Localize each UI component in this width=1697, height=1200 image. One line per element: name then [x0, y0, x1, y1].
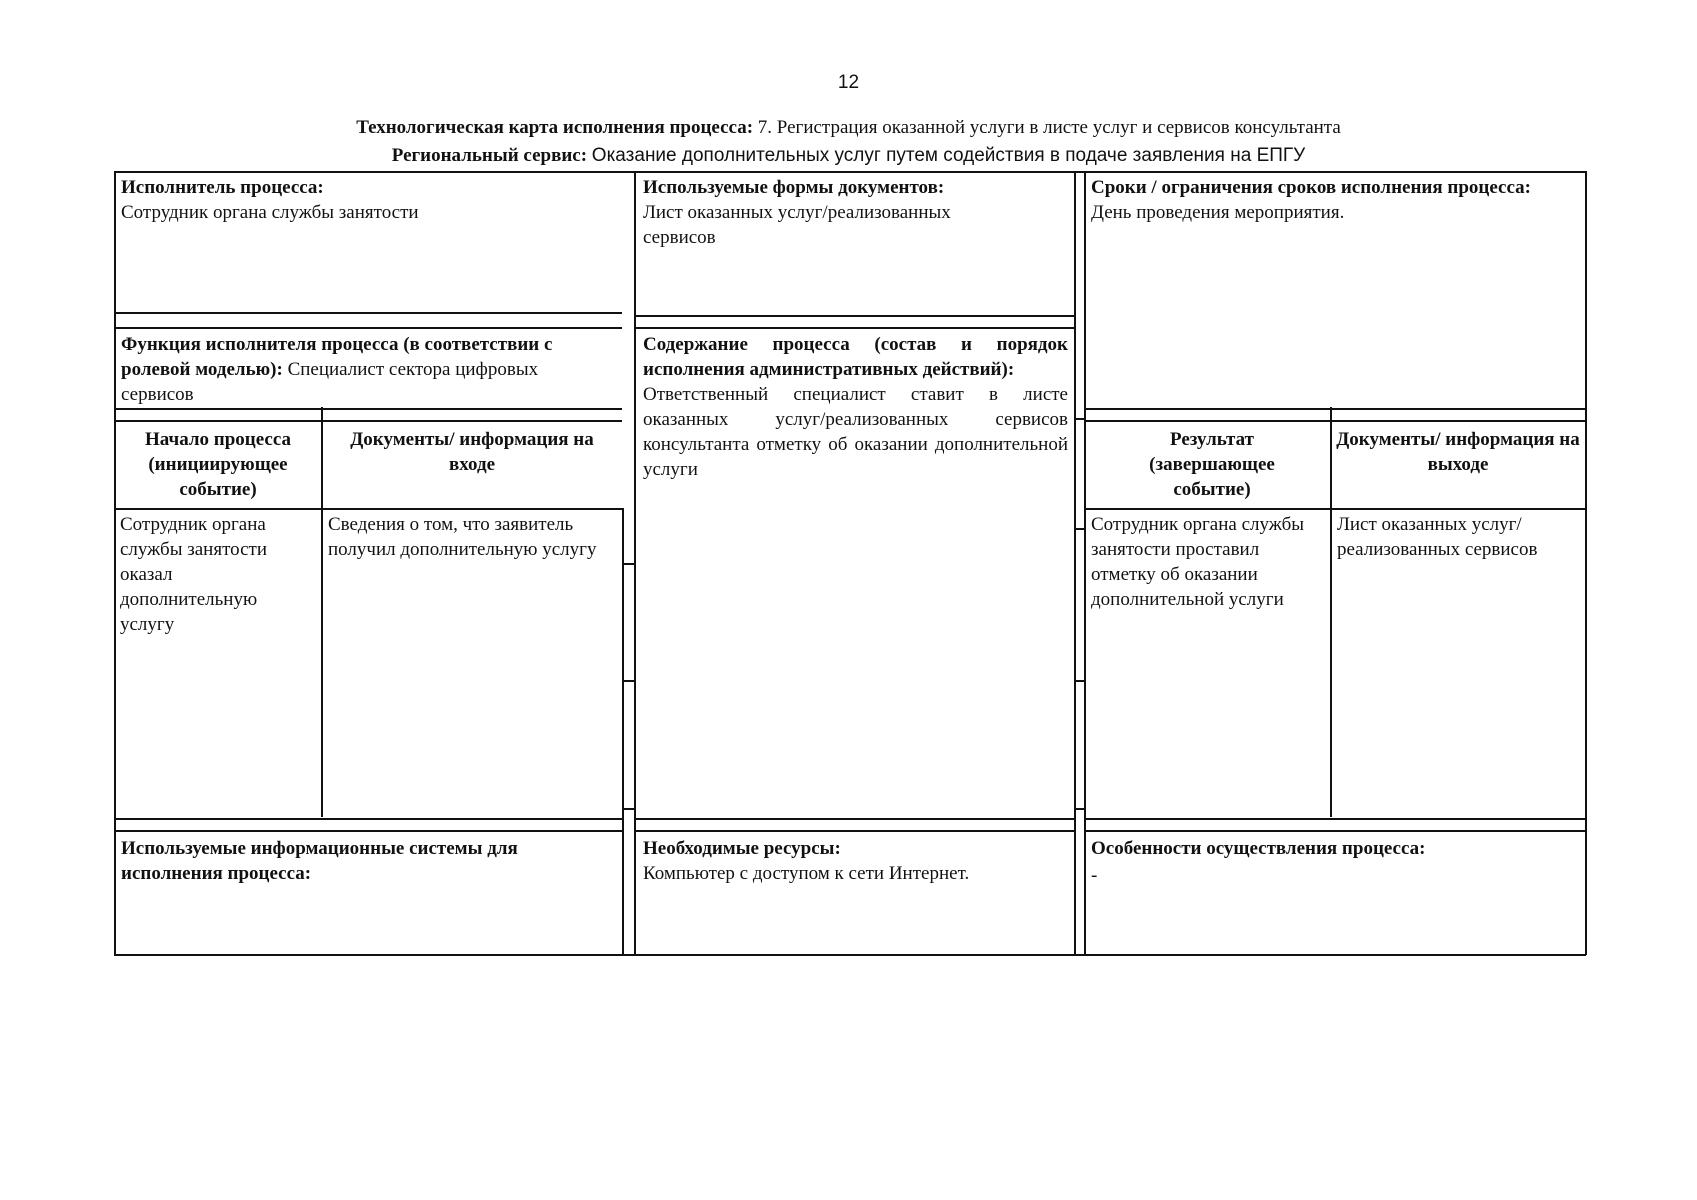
- content-label: Содержание процесса (состав и порядок исполнения административных действий):: [643, 334, 1068, 380]
- function-value: Специалист сектора цифровых сервисов: [121, 359, 539, 405]
- function-label: Функция исполнителя процесса (в соответствии с ролевой моделью):: [121, 334, 553, 380]
- start-value: Сотрудник органа службы занятости оказал дополнительную услугу: [120, 514, 267, 635]
- deadlines-label: Сроки / ограничения сроков исполнения процесса:: [1091, 177, 1531, 198]
- docs-out-value: Лист оказанных услуг/реализованных сервисов: [1337, 514, 1538, 560]
- features-label: Особенности осуществления процесса:: [1091, 838, 1426, 859]
- docs-out-header: Документы/ информация на выходе: [1336, 429, 1580, 475]
- resources-cell: [643, 836, 1068, 886]
- executor-value: Сотрудник органа службы занятости: [121, 202, 419, 223]
- docs-in-value: Сведения о том, что заявитель получил дополнительную услугу: [328, 514, 597, 560]
- docs-in-header: Документы/ информация на входе: [350, 429, 594, 475]
- result-value: Сотрудник органа службы занятости проставил отметку об оказании дополнительной услуги: [1091, 514, 1305, 610]
- resources-value: Компьютер с доступом к сети Интернет.: [643, 863, 970, 884]
- title-label: Технологическая карта исполнения процесса:: [356, 117, 754, 138]
- forms-label: Используемые формы документов:: [643, 177, 945, 198]
- content-cell: [643, 332, 1068, 482]
- features-value: -: [1091, 865, 1098, 886]
- executor-cell: [121, 175, 621, 225]
- regional-service-label: Региональный сервис:: [391, 145, 588, 166]
- regional-service-value: Оказание дополнительных услуг путем содействия в подаче заявления на ЕПГУ: [591, 145, 1306, 166]
- result-header: Результат (завершающее событие): [1149, 429, 1275, 500]
- deadlines-cell: [1091, 175, 1531, 225]
- systems-label: Используемые информационные системы для исполнения процесса:: [121, 838, 518, 884]
- page-number: 12: [837, 72, 860, 93]
- forms-cell: [643, 175, 1023, 250]
- systems-cell: [121, 836, 616, 886]
- deadlines-value: День проведения мероприятия.: [1091, 202, 1345, 223]
- executor-label: Исполнитель процесса:: [121, 177, 324, 198]
- content-value: Ответственный специалист ставит в листе оказанных услуг/реализованных сервисов консультанта отметку об оказании дополнительной услуги: [643, 384, 1068, 480]
- resources-label: Необходимые ресурсы:: [643, 838, 841, 859]
- forms-value: Лист оказанных услуг/реализованных сервисов: [643, 202, 951, 248]
- title-value: 7. Регистрация оказанной услуги в листе услуг и сервисов консультанта: [757, 117, 1341, 138]
- features-cell: [1091, 836, 1579, 888]
- function-cell: [121, 332, 615, 407]
- start-header: Начало процесса (инициирующее событие): [144, 429, 292, 500]
